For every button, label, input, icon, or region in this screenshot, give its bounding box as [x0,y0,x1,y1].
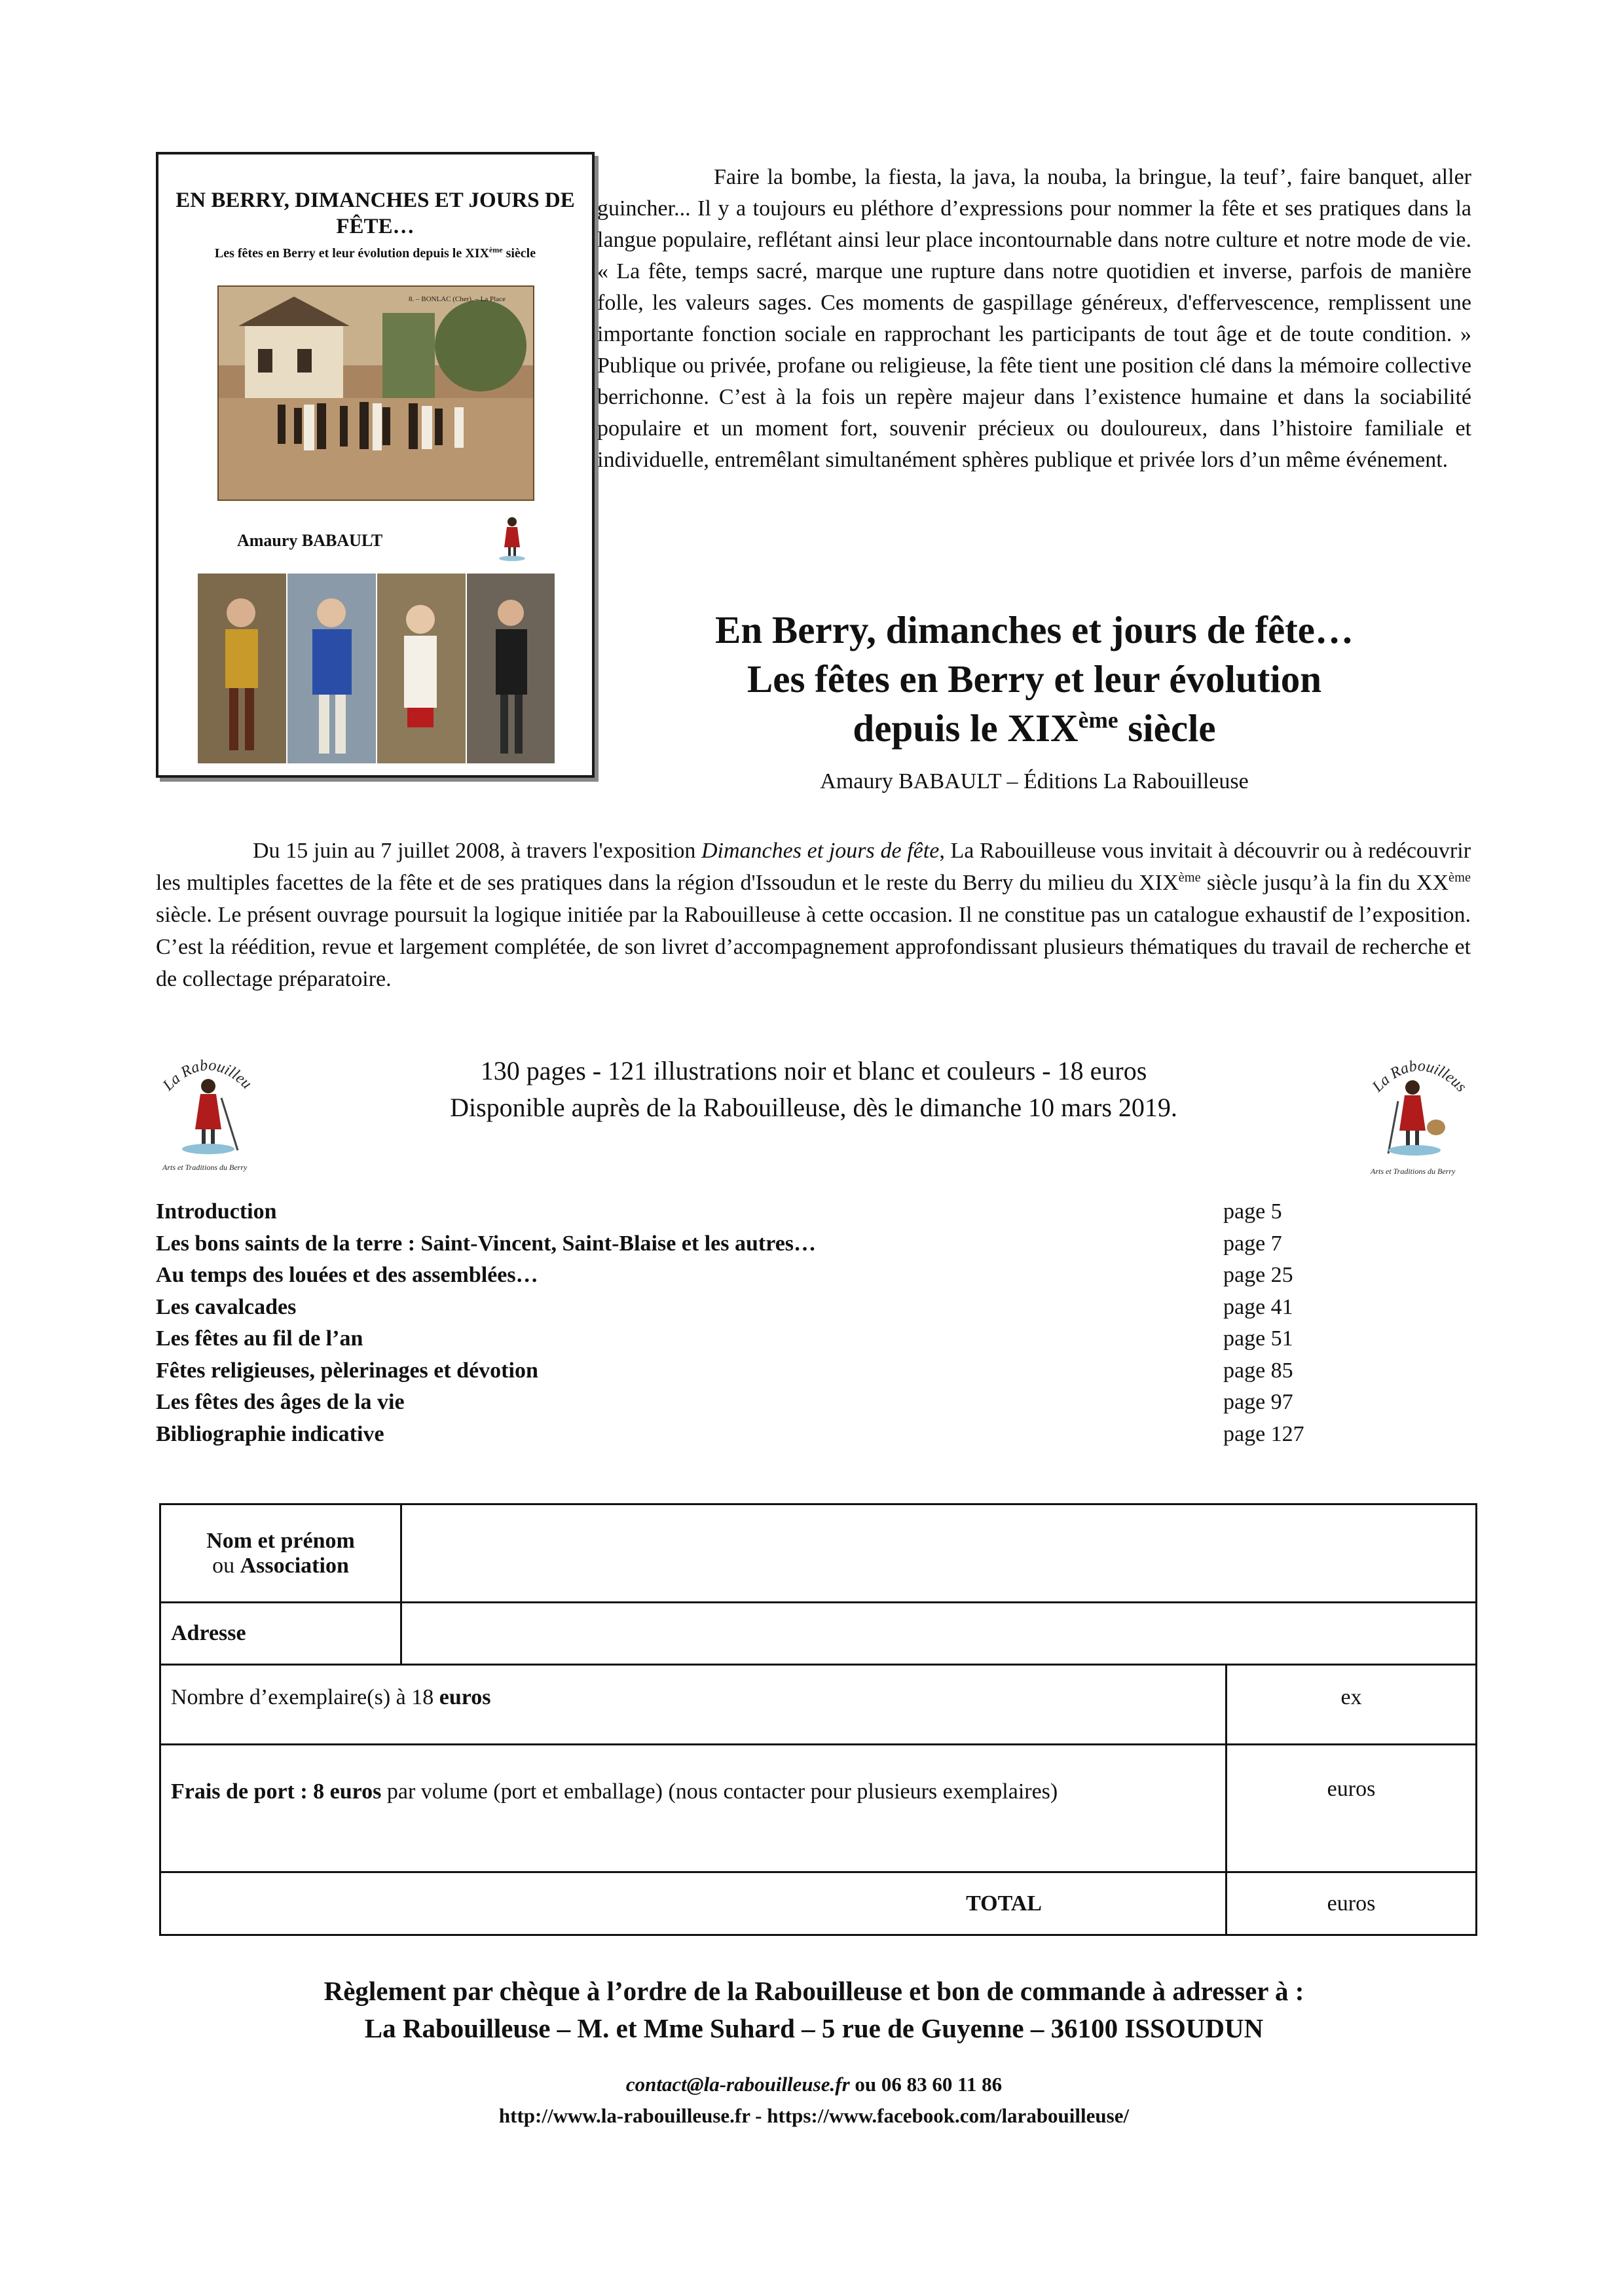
address-field[interactable] [401,1603,1477,1665]
book-byline: Amaury BABAULT – Éditions La Rabouilleuse [820,769,1249,793]
book-cover [156,152,595,778]
svg-text:Arts et Traditions du Berry: Arts et Traditions du Berry [1371,1167,1456,1176]
copies-field[interactable]: ex [1227,1665,1477,1745]
book-title-line1: En Berry, dimanches et jours de fête… [715,608,1354,651]
svg-text:Arts et Traditions du Berry: Arts et Traditions du Berry [162,1163,248,1172]
toc-row: Au temps des louées et des assemblées… page 25 [156,1263,1293,1287]
price-info [275,1053,1352,1126]
copies-label: Nombre d’exemplaire(s) à 18 euros [160,1665,1227,1745]
address-label: Adresse [160,1603,401,1665]
cover-title: EN BERRY, DIMANCHES ET JOURS DE FÊTE… [175,189,575,238]
toc-row: Les bons saints de la terre : Saint-Vincent, Saint-Blaise et les autres… page 7 [156,1231,1282,1256]
toc-row: Bibliographie indicative page 127 [156,1421,1304,1446]
cover-subtitle: Les fêtes en Berry et leur évolution depuis le XIXème siècle [214,245,536,261]
table-of-contents [156,1196,1335,1450]
cover-author: Amaury BABAULT [237,531,383,550]
toc-row: Fêtes religieuses, pèlerinages et dévotion page 85 [156,1358,1293,1383]
payment-instructions [156,1973,1472,2047]
cover-photo-caption: 8. – BONLAC (Cher). – La Place [409,295,506,303]
cover-photo [217,285,534,501]
payment-line: Règlement par chèque à l’ordre de la Rabouilleuse et bon de commande à adresser à : [323,1976,1304,2006]
cover-photo-strip [198,574,555,763]
name-label: Nom et prénom ou Association [160,1504,401,1603]
total-label: TOTAL [160,1872,1227,1935]
book-description: Du 15 juin au 7 juillet 2008, à travers l'exposition Dimanches et jours de fête, La Rabouilleuse vous invitait à découvrir ou à redécouvrir les multiples facettes de la fête et de ses pratiques dans la région d'Issoudun et le reste du Berry du milieu du XIXème siècle jusqu’à la fin du XXème siècle. Le présent ouvrage poursuit la logique initiée par la Rabouilleuse à cette occasion. Il ne constitue pas un catalogue exhaustif de l’exposition. C’est la réédition, revue et largement complétée, de son livret d’accompagnement approfondissant plusieurs thématiques du travail de recherche et de collectage préparatoire. [156,839,1471,991]
name-field[interactable] [401,1504,1477,1603]
svg-text:La Rabouilleuse: La Rabouilleu [159,1057,255,1095]
contact-phone: ou 06 83 60 11 86 [849,2073,1003,2096]
book-title-line2: Les fêtes en Berry et leur évolution [747,657,1322,701]
shipping-field[interactable]: euros [1227,1745,1477,1872]
exhibition-name: Dimanches et jours de fête [701,839,940,863]
toc-row: Les cavalcades page 41 [156,1294,1293,1319]
intro-text [597,162,1471,476]
svg-text:La Rabouilleuse: La Rabouilleus [1369,1057,1470,1096]
availability-line: Disponible auprès de la Rabouilleuse, dès le dimanche 10 mars 2019. [450,1093,1177,1122]
contact-info [156,2069,1472,2132]
toc-row: Les fêtes au fil de l’an page 51 [156,1326,1293,1351]
toc-row: Les fêtes des âges de la vie page 97 [156,1390,1293,1414]
toc-row: Introduction page 5 [156,1199,1282,1224]
order-form [159,1503,1477,1936]
rabouilleuse-logo-left [156,1046,261,1176]
book-title-line3: depuis le XIXème siècle [853,706,1216,750]
contact-email[interactable]: contact@la-rabouilleuse.fr [625,2073,850,2096]
website-links[interactable]: http://www.la-rabouilleuse.fr - https://www.facebook.com/larabouilleuse/ [498,2104,1130,2127]
postal-address: La Rabouilleuse – M. et Mme Suhard – 5 rue de Guyenne – 36100 ISSOUDUN [364,2013,1264,2043]
shipping-label: Frais de port : 8 euros par volume (port et emballage) (nous contacter pour plusieurs exemplaires) [160,1745,1227,1872]
book-title [597,606,1471,753]
rabouilleuse-logo-right [1365,1046,1473,1183]
cover-logo-icon [492,511,532,564]
price-line: 130 pages - 121 illustrations noir et blanc et couleurs - 18 euros [480,1056,1147,1085]
intro-paragraph: Faire la bombe, la fiesta, la java, la nouba, la bringue, la teuf’, faire banquet, aller guincher... Il y a toujours eu pléthore d’expressions pour nommer la fête et ses pratiques dans la langue populaire, reflétant ainsi leur place incontournable dans notre culture et notre mode de vie. « La fête, temps sacré, marque une rupture dans notre quotidien et inverse, parfois de manière folle, les valeurs sages. Ces moments de gaspillage généreux, d'effervescence, remplissent une importante fonction sociale en rapprochant les participants de tout âge et de toute condition. » Publique ou privée, profane ou religieuse, la fête tient une position clé dans la mémoire collective berrichonne. C’est à la fois un repère majeur dans l’existence humaine et dans la sociabilité populaire et un moment fort, souvenir précieux ou douloureux, dans l’histoire familiale et individuelle, entremêlant simultanément sphères publique et privée lors d’un même événement. [597,165,1471,472]
total-field[interactable]: euros [1227,1872,1477,1935]
